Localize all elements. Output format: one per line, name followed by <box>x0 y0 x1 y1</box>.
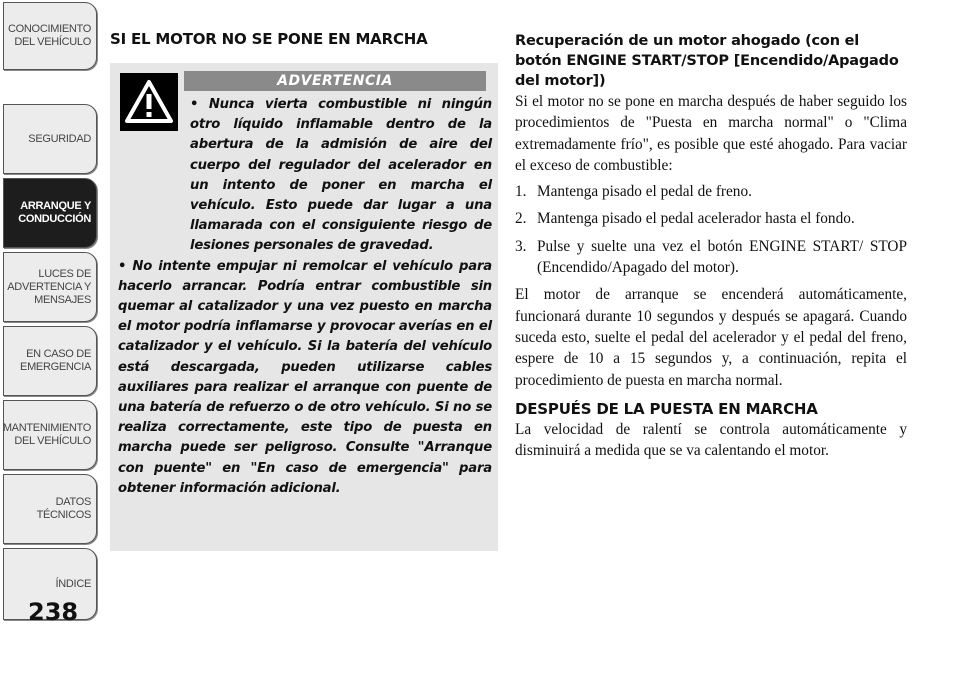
warning-box <box>110 63 498 551</box>
steps-list <box>515 181 907 278</box>
starter-paragraph: El motor de arranque se encenderá automáticamente, funcionará durante 10 segundos y después se apagará. Cuando suceda esto, suelte el pedal del acelerador y el pedal del freno, espere de 10 a 15 segundos y, a continuación, repita el procedimiento de puesta en marcha normal. <box>515 286 907 389</box>
section-title: SI EL MOTOR NO SE PONE EN MARCHA <box>110 30 428 48</box>
page-number: 238 <box>28 598 79 626</box>
flooded-engine-intro: Si el motor no se pone en marcha después de haber seguido los procedimientos de "Puesta en marcha normal" o "Clima extremadamente frío", es posible que esté ahogado. Para vaciar el exceso de combustible: <box>515 93 907 174</box>
step-number: 1. <box>515 183 527 201</box>
tab-arranque-y-conduccion[interactable]: ARRANQUE Y CONDUCCIÓN <box>3 178 97 248</box>
step-number: 2. <box>515 210 527 228</box>
left-column <box>110 30 498 496</box>
tab-datos-tecnicos[interactable]: DATOS TÉCNICOS <box>3 474 97 544</box>
list-item <box>515 181 907 202</box>
idle-speed-paragraph: La velocidad de ralentí se controla automáticamente y disminuirá a medida que se va calentando el motor. <box>515 420 907 460</box>
right-column <box>515 31 907 461</box>
warning-text <box>118 95 492 499</box>
after-start-heading: DESPUÉS DE LA PUESTA EN MARCHA <box>515 399 818 418</box>
step-text: Mantenga pisado el pedal de freno. <box>537 183 752 201</box>
warning-header: ADVERTENCIA <box>184 71 486 91</box>
warning-bullet-2: • No intente empujar ni remolcar el vehículo para hacerlo arrancar. Podría entrar combustible sin quemar al catalizador y una vez puesto en marcha el motor podría inflamarse y provocar averías en el catalizador y el vehículo. Si la batería del vehículo está descargada, pueden utilizarse cables auxiliares para realizar el arranque con puente de una batería de refuerzo o de otro vehículo. Si no se realiza correctamente, este tipo de puesta en marcha puede ser peligroso. Consulte "Arranque con puente" en "En caso de emergencia" para obtener información adicional. <box>118 258 492 496</box>
section-tabs <box>0 0 100 678</box>
step-text: Pulse y suelte una vez el botón ENGINE START/ STOP (Encendido/Apagado del motor). <box>537 237 907 277</box>
tab-luces-de-advertencia[interactable]: LUCES DE ADVERTENCIA Y MENSAJES <box>3 252 97 322</box>
tab-conocimiento-del-vehiculo[interactable]: CONOCIMIENTO DEL VEHÍCULO <box>3 2 97 70</box>
flooded-engine-heading: Recuperación de un motor ahogado (con el botón ENGINE START/STOP [Encendido/Apagado del motor]) <box>515 33 899 89</box>
step-number: 3. <box>515 237 527 255</box>
tab-seguridad[interactable]: SEGURIDAD <box>3 104 97 174</box>
tab-en-caso-de-emergencia[interactable]: EN CASO DE EMERGENCIA <box>3 326 97 396</box>
list-item <box>515 236 907 279</box>
step-text: Mantenga pisado el pedal acelerador hasta el fondo. <box>537 210 855 228</box>
tab-mantenimiento-del-vehiculo[interactable]: MANTENIMIENTO DEL VEHÍCULO <box>3 400 97 470</box>
list-item <box>515 208 907 229</box>
warning-bullet-1: • Nunca vierta combustible ni ningún otro líquido inflamable dentro de la abertura de la admisión de aire del cuerpo del regulador del acelerador en un intento de poner en marcha el vehículo. Esto puede dar lugar a una llamarada con el consiguiente riesgo de lesiones personales de gravedad. <box>190 97 492 254</box>
tab-indice[interactable]: ÍNDICE <box>3 548 97 620</box>
